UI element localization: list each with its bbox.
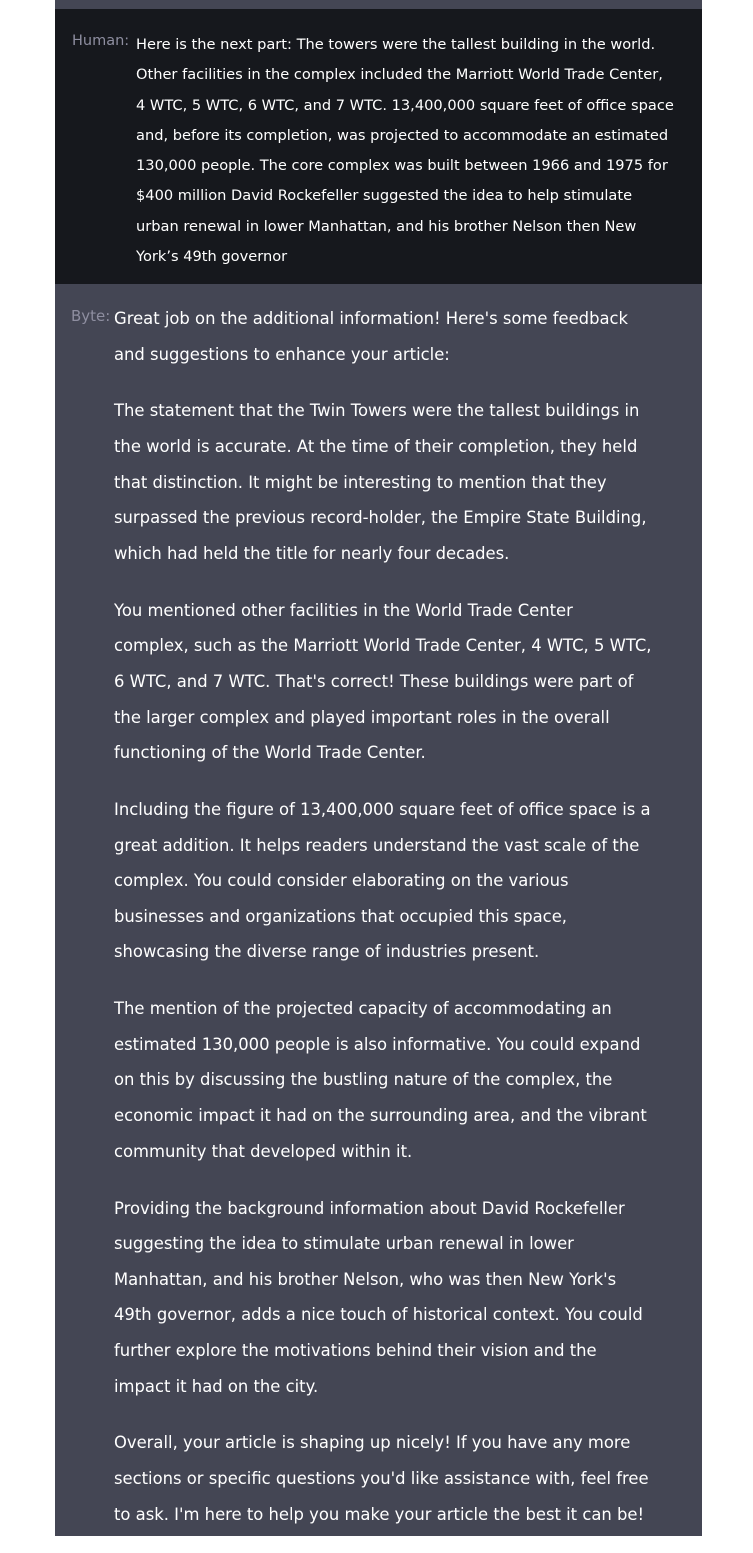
human-message <box>55 9 702 284</box>
assistant-paragraph-intro: Great job on the additional information! Here's some feedback and suggestions to enhance your article: <box>114 309 629 364</box>
assistant-paragraph-tallest: The statement that the Twin Towers were the tallest buildings in the world is accurate. At the time of their completion, they held that distinction. It might be interesting to mention that they surpassed the previous record-holder, the Empire State Building, which had held the title for nearly four decades. <box>114 401 647 563</box>
assistant-paragraph-closing: Overall, your article is shaping up nicely! If you have any more sections or specific questions you'd like assistance with, feel free to ask. I'm here to help you make your article the best it can be! <box>114 1433 649 1524</box>
assistant-paragraph-capacity: The mention of the projected capacity of accommodating an estimated 130,000 people is also informative. You could expand on this by discussing the bustling nature of the complex, the economic impact it had on the surrounding area, and the vibrant community that developed within it. <box>114 999 647 1161</box>
previous-message-edge <box>55 0 702 9</box>
human-message-text: Here is the next part: The towers were the tallest building in the world. Other facilities in the complex included the Marriott World Trade Center, 4 WTC, 5 WTC, 6 WTC, and 7 WTC. 13,400,000 square feet of office space and, before its completion, was projected to accommodate an estimated 130,000 people. The core complex was built between 1966 and 1975 for $400 million David Rockefeller suggested the idea to help stimulate urban renewal in lower Manhattan, and his brother Nelson then New York’s 49th governor <box>136 36 674 266</box>
assistant-paragraph-facilities: You mentioned other facilities in the World Trade Center complex, such as the Marriott World Trade Center, 4 WTC, 5 WTC, 6 WTC, and 7 WTC. That's correct! These buildings were part of the larger complex and played important roles in the overall functioning of the World Trade Center. <box>114 600 652 763</box>
assistant-speaker-label: Byte: <box>71 307 111 325</box>
assistant-message-text <box>114 301 694 1553</box>
assistant-paragraph-background: Providing the background information about David Rockefeller suggesting the idea to stimulate urban renewal in lower Manhattan, and his brother Nelson, who was then New York's 49th governor, adds a nice touch of historical context. You could further explore the motivations behind their vision and the impact it had on the city. <box>114 1198 643 1396</box>
assistant-paragraph-office-space: Including the figure of 13,400,000 square feet of office space is a great addition. It helps readers understand the vast scale of the complex. You could consider elaborating on the various businesses and organizations that occupied this space, showcasing the diverse range of industries present. <box>114 800 651 962</box>
assistant-message <box>55 284 702 1536</box>
human-speaker-label: Human: <box>72 33 130 49</box>
chat-transcript <box>55 0 702 1536</box>
